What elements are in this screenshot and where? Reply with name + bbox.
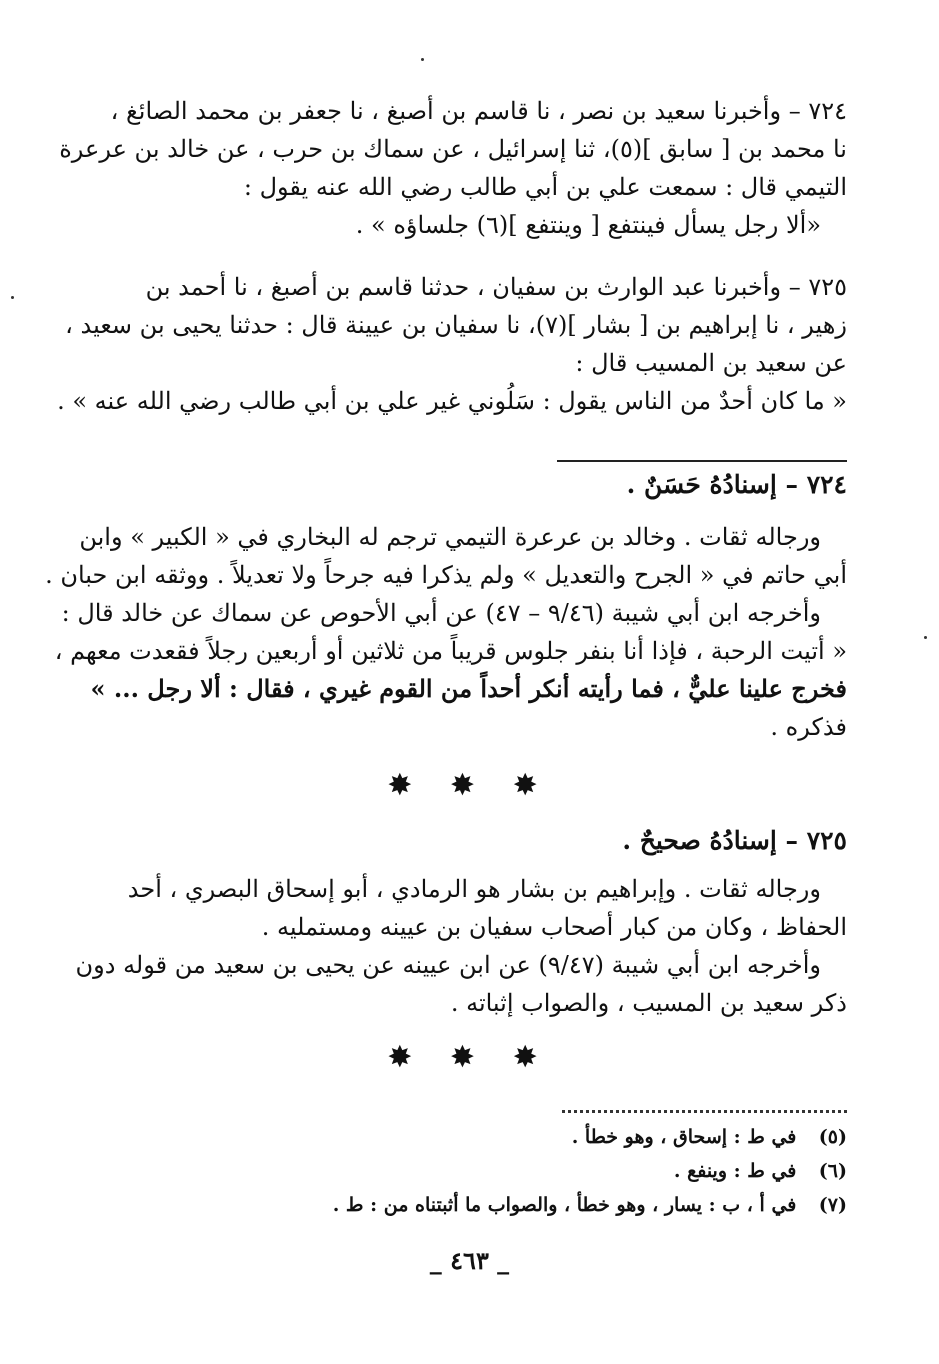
footnote-5 [572,1120,847,1154]
commentary-line: ورجاله ثقات . وإبراهيم بن بشار هو الرمادي ، أبو إسحاق البصري ، أحد [127,875,821,903]
commentary-line: أبي حاتم في « الجرح والتعديل » ولم يذكرا فيه جرحاً ولا تعديلاً . ووثقه ابن حبان . [45,561,847,589]
hadith-line: ٧٢٤ – وأخبرنا سعيد بن نصر ، نا قاسم بن أصبغ ، نا جعفر بن محمد الصائغ ، [110,97,847,125]
commentary-725-heading: ٧٢٥ – إسنادُهُ صحيحٌ . [622,826,847,855]
footnote-mark: (٧) [818,1194,847,1216]
section-rule [557,460,847,462]
page-number: _ ٤٦٣ _ [429,1246,510,1275]
footnote-text: في ط : إسحاق ، وهو خطأ . [571,1126,797,1148]
hadith-line: زهير ، نا إبراهيم بن [ بشار ](٧)، نا سفيان بن عيينة قال : حدثنا يحيى بن سعيد ، [65,311,847,339]
commentary-line: وأخرجه ابن أبي شيبة (٩/٤٧) عن ابن عيينه عن يحيى بن سعيد من قوله دون [75,951,821,979]
hadith-line: «ألا رجل يسأل فينتفع [ وينتفع ](٦) جلساؤه » . [355,211,821,239]
footnote-7 [333,1188,847,1222]
commentary-line: وأخرجه ابن أبي شيبة (٩/٤٦ – ٤٧) عن أبي الأحوص عن سماك عن خالد قال : [61,599,821,627]
footnote-divider [562,1110,847,1113]
commentary-line: فخرج علينا عليٌّ ، فما رأيته أنكر أحداً من القوم غيري ، فقال : ألا رجل ... » [90,674,847,703]
commentary-line: ذكر سعيد بن المسيب ، والصواب إثباته . [450,989,847,1017]
footnote-mark: (٦) [818,1160,847,1182]
separator-stars: ✸ ✸ ✸ [387,768,552,803]
hadith-725 [57,268,847,420]
stray-mark [421,58,424,61]
hadith-line: نا محمد بن [ سابق ](٥)، ثنا إسرائيل ، عن سماك بن حرب ، عن خالد بن عرعرة [59,135,847,163]
commentary-line: الحفاظ ، وكان من كبار أصحاب سفيان بن عيينه ومستمليه . [261,913,847,941]
separator-stars: ✸ ✸ ✸ [387,1040,552,1075]
footnote-text: في أ ، ب : يسار ، وهو خطأ ، والصواب ما أثبتناه من : ط . [332,1194,797,1216]
commentary-725 [75,870,847,1022]
hadith-line: « ما كان أحدٌ من الناس يقول : سَلُوني غير علي بن أبي طالب رضي الله عنه » . [57,387,847,415]
commentary-line: ورجاله ثقات . وخالد بن عرعرة التيمي ترجم له البخاري في « الكبير » وابن [79,523,821,551]
commentary-line: فذكره . [770,713,847,741]
commentary-line: « أتيت الرحبة ، فإذا أنا بنفر جلوس قريباً من ثلاثين أو أربعين رجلاً فقعدت معهم ، [54,637,847,665]
hadith-724 [59,92,847,244]
footnote-text: في ط : وينفع . [673,1160,797,1182]
hadith-line: عن سعيد بن المسيب قال : [575,349,847,377]
hadith-line: ٧٢٥ – وأخبرنا عبد الوارث بن سفيان ، حدثنا قاسم بن أصبغ ، نا أحمد بن [145,273,847,301]
commentary-724 [45,518,847,746]
stray-mark [11,296,14,299]
hadith-line: التيمي قال : سمعت علي بن أبي طالب رضي الله عنه يقول : [243,173,847,201]
footnote-6 [674,1154,847,1188]
stray-mark [924,636,927,639]
commentary-724-heading: ٧٢٤ – إسنادُهُ حَسَنٌ . [626,470,847,499]
footnote-mark: (٥) [818,1126,847,1148]
